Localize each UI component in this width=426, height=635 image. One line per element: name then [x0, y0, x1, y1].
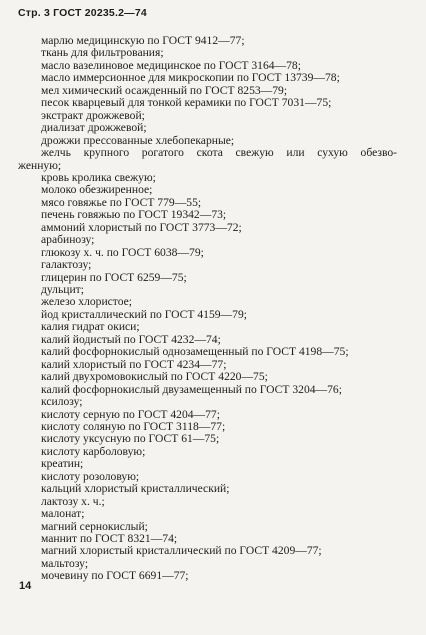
list-line: диализат дрожжевой;	[41, 121, 147, 135]
list-line: кислоту серную по ГОСТ 4204—77;	[41, 407, 220, 421]
list-line: магний сернокислый;	[41, 519, 148, 533]
list-line: калий фосфорнокислый двузамещенный по ГОСТ 3204—76;	[41, 382, 342, 396]
list-line: молоко обезжиренное;	[41, 183, 153, 197]
list-line: ксилозу;	[41, 395, 83, 408]
list-line: калий фосфорнокислый однозамещенный по ГОСТ 4198—75;	[41, 345, 349, 359]
list-line: песок кварцевый для тонкой керамики по ГОСТ 7031—75;	[41, 96, 332, 110]
list-line: мясо говяжье по ГОСТ 779—55;	[41, 195, 202, 209]
list-line: масло иммерсионное для микроскопии по ГОСТ 13739—78;	[41, 71, 340, 85]
list-line: желчь крупного рогатого скота свежую или сухую обезво-	[41, 146, 397, 159]
list-line: йод кристаллический по ГОСТ 4159—79;	[41, 307, 247, 321]
list-line: мел химический осажденный по ГОСТ 8253—79;	[41, 83, 288, 97]
list-line: кальций хлористый кристаллический;	[41, 482, 230, 496]
list-line: кровь кролика свежую;	[41, 170, 156, 184]
page-number: 14	[19, 580, 32, 592]
list-line: печень говяжью по ГОСТ 19342—73;	[41, 208, 227, 222]
list-line: арабинозу;	[41, 233, 95, 247]
list-line: экстракт дрожжевой;	[41, 108, 145, 122]
list-line: кислоту розоловую;	[41, 469, 140, 483]
list-line: малонат;	[41, 507, 85, 521]
list-line: калия гидрат окиси;	[41, 320, 140, 334]
list-line: галактозу;	[41, 258, 92, 272]
list-line: лактозу х. ч.;	[41, 494, 105, 508]
list-line: женную;	[18, 158, 62, 172]
list-line: аммоний хлористый по ГОСТ 3773—72;	[41, 220, 242, 234]
list-line: калий йодистый по ГОСТ 4232—74;	[41, 332, 221, 346]
list-line: кислоту уксусную по ГОСТ 61—75;	[41, 432, 220, 446]
list-line: кислоту карболовую;	[41, 444, 146, 458]
page-header: Стр. 3 ГОСТ 20235.2—74	[18, 7, 147, 19]
list-line: железо хлористое;	[41, 295, 133, 309]
list-line: калий двухромовокислый по ГОСТ 4220—75;	[41, 370, 268, 384]
list-line: магний хлористый кристаллический по ГОСТ 4209—77;	[41, 544, 322, 558]
list-line: калий хлористый по ГОСТ 4234—77;	[41, 357, 227, 371]
list-line: дульцит;	[41, 283, 84, 296]
list-line: маннит по ГОСТ 8321—74;	[41, 532, 178, 545]
list-line: масло вазелиновое медицинское по ГОСТ 3164—78;	[41, 58, 301, 72]
list-line: ткань для фильтрования;	[41, 46, 164, 60]
list-line: кислоту соляную по ГОСТ 3118—77;	[41, 419, 226, 433]
list-line: креатин;	[41, 457, 84, 471]
list-line: мочевину по ГОСТ 6691—77;	[41, 569, 189, 583]
list-line: марлю медицинскую по ГОСТ 9412—77;	[41, 34, 245, 47]
list-line: глюкозу х. ч. по ГОСТ 6038—79;	[41, 245, 204, 259]
list-line: мальтозу;	[41, 556, 89, 570]
list-line: глицерин по ГОСТ 6259—75;	[41, 270, 187, 284]
list-line: дрожжи прессованные хлебопекарные;	[41, 133, 235, 147]
